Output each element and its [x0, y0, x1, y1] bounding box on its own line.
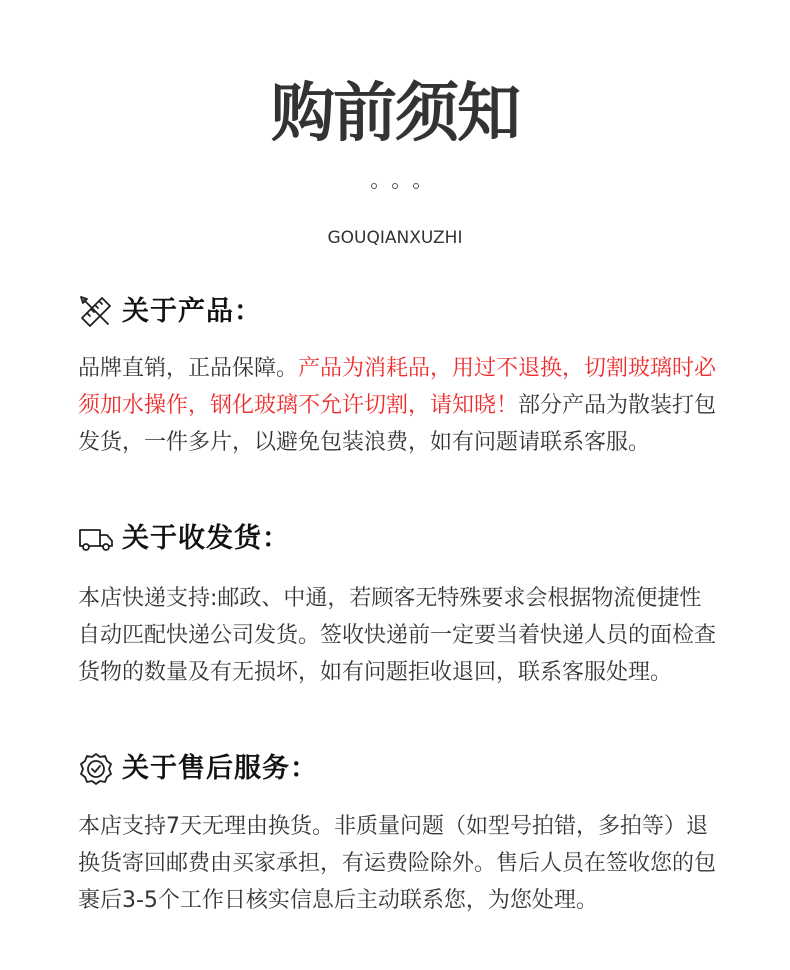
section-title-product: 关于产品：: [122, 296, 262, 327]
section-body-after-sales: 本店支持7天无理由换货。非质量问题（如型号拍错，多拍等）退换货寄回邮费由买家承担，有运费险除外。售后人员在签收您的包裹后3-5个工作日核实信息后主动联系您，为您处理。: [78, 814, 717, 913]
product-text-normal: 品牌直销，正品保障。: [78, 356, 299, 381]
dot-icon: [413, 183, 419, 189]
product-text-warning: 产品为消耗品，用过不退换，切割玻璃时必须加水操作，钢化玻璃不允许切割，请知晓！: [78, 356, 717, 418]
section-title-after-sales: 关于售后服务：: [122, 753, 318, 784]
section-header-after-sales: [78, 749, 318, 789]
section-title-shipping: 关于收发货：: [122, 523, 290, 554]
delivery-truck-icon: [78, 521, 116, 557]
ruler-pencil-icon: [78, 294, 116, 330]
section-body-product: [78, 350, 718, 461]
dot-icon: [371, 183, 377, 189]
page-title: 购前须知: [271, 77, 519, 151]
section-body-shipping: 本店快递支持:邮政、中通，若顾客无特殊要求会根据物流便捷性自动匹配快递公司发货。签收快递前一定要当着快递人员的面检查货物的数量及有无损坏，如有问题拒收退回，联系客服处理。: [78, 586, 717, 685]
decorative-dots: [0, 183, 790, 189]
dot-icon: [392, 183, 398, 189]
service-badge-icon: [78, 751, 116, 787]
section-header-product: [78, 292, 262, 332]
product-text-suffix: 部分产品为散装打包发货，一件多片，以避免包装浪费，如有问题请联系客服。: [78, 393, 717, 455]
page-subtitle: GOUQIANXUZHI: [327, 228, 463, 248]
section-header-shipping: [78, 519, 290, 559]
